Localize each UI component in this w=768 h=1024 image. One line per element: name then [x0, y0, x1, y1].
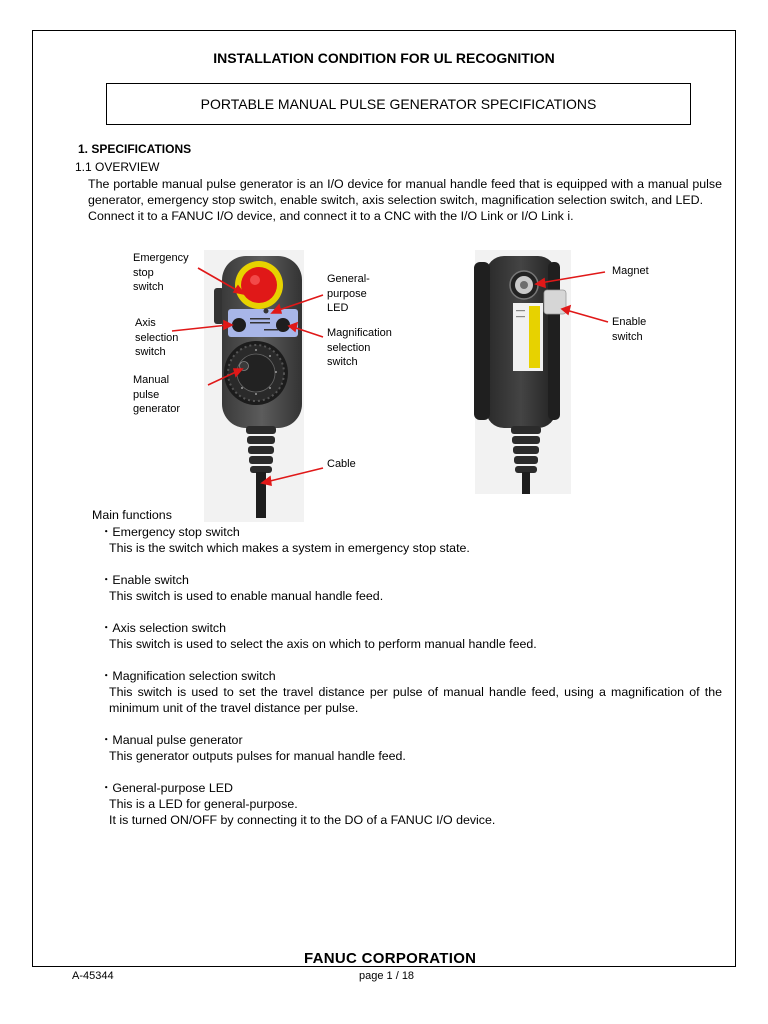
function-item	[100, 732, 722, 764]
company-logo: FANUC CORPORATION	[304, 950, 477, 967]
function-item	[100, 668, 722, 716]
function-name: ・Enable switch	[100, 573, 189, 587]
function-desc: This switch is used to select the axis on which to perform manual handle feed.	[109, 637, 537, 651]
label-general-led: General- purpose LED	[327, 273, 370, 315]
label-magnet: Magnet	[612, 265, 649, 277]
function-name: ・Manual pulse generator	[100, 733, 243, 747]
function-item	[100, 572, 722, 604]
spec-title: PORTABLE MANUAL PULSE GENERATOR SPECIFICATIONS	[200, 96, 597, 112]
spec-title-box	[106, 83, 691, 125]
subsection-heading: 1.1 OVERVIEW	[75, 160, 160, 174]
function-desc: This generator outputs pulses for manual handle feed.	[109, 749, 406, 763]
label-manual-pulse: Manual pulse generator	[133, 374, 181, 416]
overview-text	[88, 176, 722, 224]
document-title: INSTALLATION CONDITION FOR UL RECOGNITION	[213, 50, 555, 66]
function-desc: This switch is used to set the travel distance per pulse of manual handle feed, using a magnification of the minimum unit of the travel distance per pulse.	[109, 685, 722, 715]
document-number: A-45344	[72, 970, 114, 982]
function-item	[100, 524, 722, 556]
function-desc: This is the switch which makes a system in emergency stop state.	[109, 541, 470, 555]
function-desc: This is a LED for general-purpose.	[109, 797, 298, 811]
function-name: ・Emergency stop switch	[100, 525, 240, 539]
label-emergency-stop: Emergency stop switch	[133, 252, 189, 294]
function-name: ・Magnification selection switch	[100, 669, 276, 683]
label-magnification: Magnification selection switch	[327, 327, 392, 369]
overview-paragraph-1: The portable manual pulse generator is an I/O device for manual handle feed that is equipped with a manual pulse generator, emergency stop switch, enable switch, axis selection switch, magnification selection switch, and LED.	[88, 177, 722, 207]
label-axis-selection: Axis selection switch	[135, 317, 179, 359]
page-number: page 1 / 18	[359, 970, 415, 982]
label-cable: Cable	[327, 458, 356, 470]
section-heading: 1. SPECIFICATIONS	[78, 142, 192, 156]
function-desc: It is turned ON/OFF by connecting it to the DO of a FANUC I/O device.	[109, 813, 496, 827]
function-item	[100, 620, 722, 652]
function-name: ・General-purpose LED	[100, 781, 233, 795]
function-name: ・Axis selection switch	[100, 621, 227, 635]
label-enable-switch: Enable switch	[612, 316, 647, 343]
main-functions-title: Main functions	[92, 508, 172, 522]
function-desc: This switch is used to enable manual handle feed.	[109, 589, 384, 603]
function-item	[100, 780, 722, 828]
overview-paragraph-2: Connect it to a FANUC I/O device, and connect it to a CNC with the I/O Link or I/O Link i.	[88, 209, 574, 223]
